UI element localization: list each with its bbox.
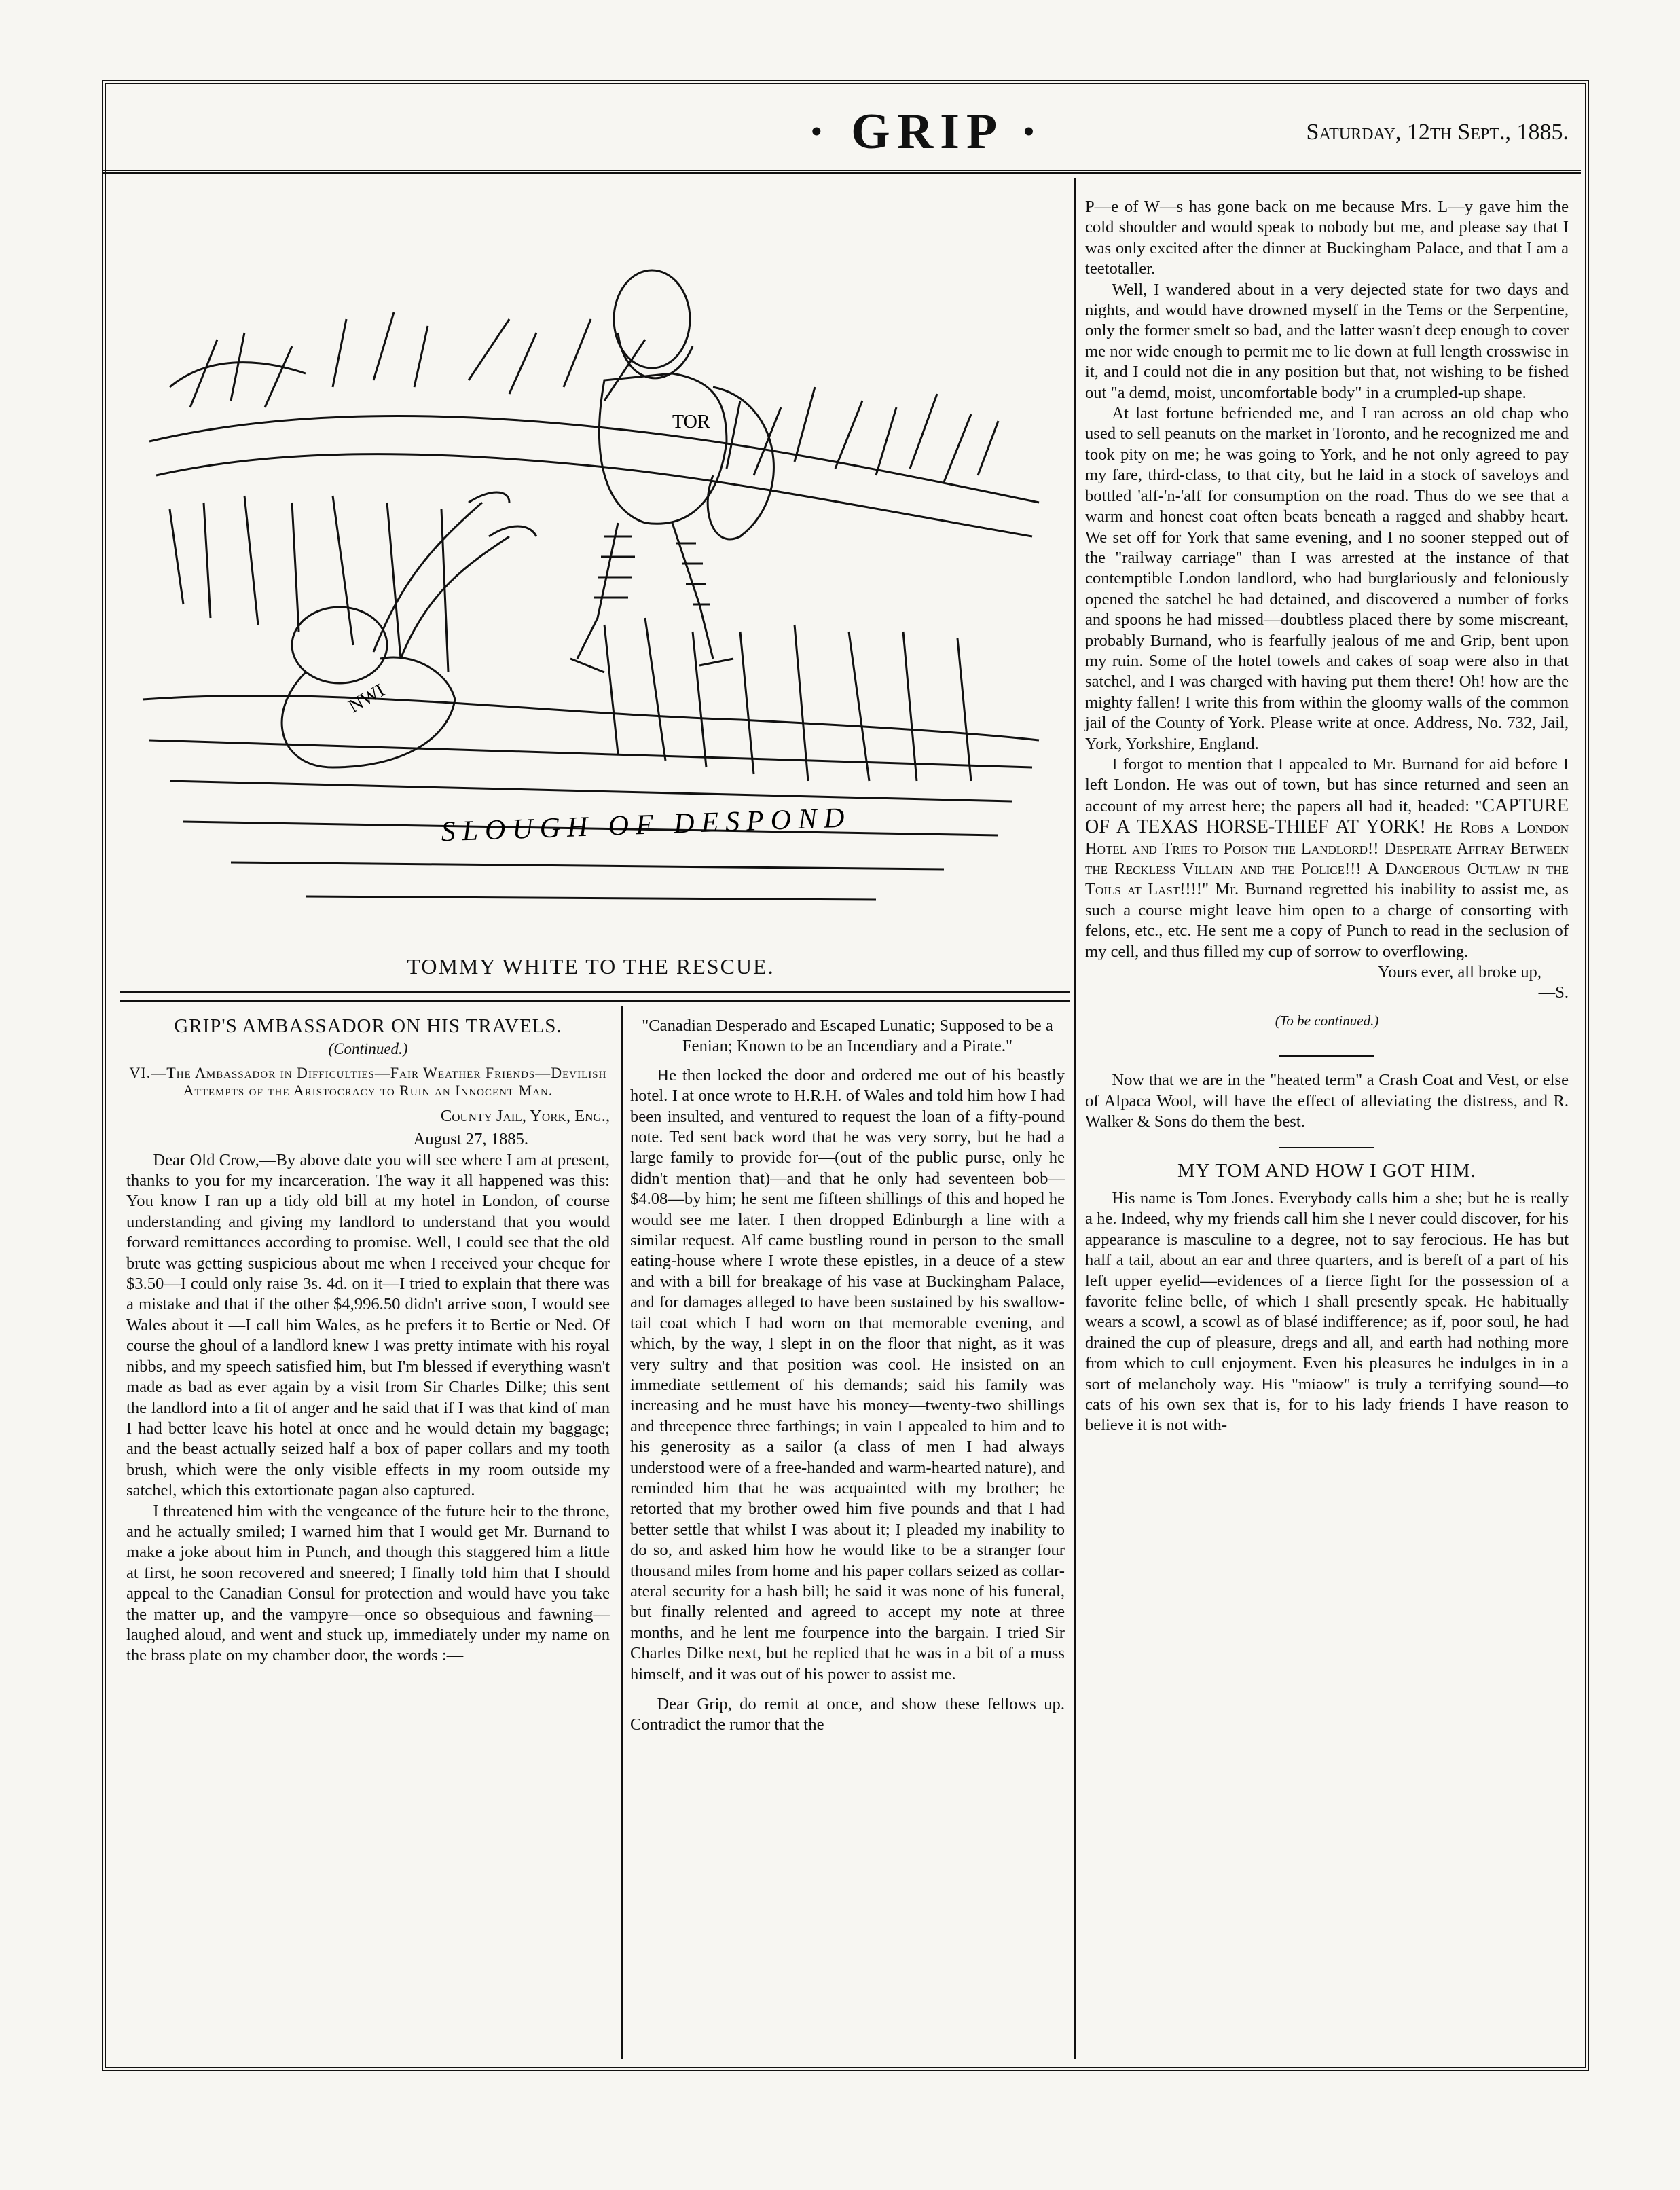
article-title: GRIP'S AMBASSADOR ON HIS TRAVELS.	[174, 1015, 562, 1037]
figure-label: NWI	[345, 680, 388, 718]
paragraph	[1085, 754, 1569, 962]
short-divider	[1279, 1147, 1374, 1148]
continued-note: (Continued.)	[328, 1040, 408, 1058]
paragraph: At last fortune befriended me, and I ran across an old chap who used to sell peanuts on the market in Toronto, and he recognized me and took pity on me; he was going to York, and he not only agreed to pay my fare, third-class, to that city, but he laid in a stock of saveloys and bottled 'alf-'n-'alf for consumption on the road. Thus do we see that a warm and honest coat often beats beneath a ragged and shabby heart. We set off for York that same evening, and I no sooner stepped out of the "railway carriage" than I was arrested at the instance of that contemptible London landlord, who had burglariously and feloniously opened the satchel he had detained, and discovered a number of forks and spoons he had missed—doubtless placed there by some miscreant, probably Burnand, who is fearfully jealous of me and Grip, bent upon my ruin. Some of the hotel towels and cakes of soap were also in that satchel, and I was charged with having put them there! Oh! how are the mighty fallen! I write this from within the gloomy walls of the common jail of the County of York. Please write at once. Address, No. 732, Jail, York, Yorkshire, England.	[1085, 404, 1569, 753]
short-divider	[1279, 1055, 1374, 1057]
column-rule	[1074, 178, 1076, 2059]
dateline-place: County Jail, York, Eng.,	[440, 1106, 610, 1125]
paragraph: P—e of W—s has gone back on me because Mrs. L—y gave him the cold shoulder and would speak to nobody but me, and please say that I was only excited after the dinner at Buckingham Palace, and that I am a teetotaller.	[1085, 198, 1569, 278]
paragraph: His name is Tom Jones. Everybody calls him a she; but he is really a he. Indeed, why my friends call him she I never could discover, for his appearance is masculine to a degree, not to say ferocious. He has but half a tail, about an ear and three quarters, and is bereft of a part of his left upper eyelid—evidences of a fierce fight for the possession of a favorite feline belle, of which I shall presently speak. He habitually wears a scowl, a scowl as of blasé indifference; as if, poor soul, he had drained the cup of pleasure, dregs and all, and earth had nothing more from which to cull enjoyment. Even his pleasures he indulges in in a sort of melancholy way. His "miaow" is truly a terrifying sound—to cats of his own sex that is, for to his lady friends I have reason to believe it is not with-	[1085, 1188, 1569, 1435]
paragraph: He then locked the door and ordered me out of his beastly hotel. I at once wrote to H.R.H. of Wales and told him how I had been insulted, and ventured to request the loan of a fifty-pound note. Ted sent back word that he was very sorry, but he had a large family to provide for—(out of the public purse, only he didn't mention that)—and that he only had seventeen bob—$4.08—by him; he sent me fifteen shillings of this and hoped he would see me later. I then dropped Edinburgh a line with a similar request. Alf came bustling round in person to the small eating-house where I wrote these epistles, in a deuce of a stew and with a bill for breakage of his vase at Buckingham Palace, and for damages alleged to have been sustained by his swallow-tail coat which I had worn on that memorable evening, and which, by the way, I slept in on the floor that night, as it was very sultry and that position was cool. He insisted on an immediate settlement of his demands; said his family was increasing and he must have his money—twenty-two shillings and threepence three farthings; in vain I appealed to him and to his generosity as a sailor (a class of men I had always understood were of a free-handed and warm-hearted nature), and reminded him that he was acquainted with my brother; he retorted that my brother owed him five pounds and that I had better settle that whilst I was about it; I pleaded my inability to do so, and asked him how he would like to be a stranger four thousand miles from home and his paper collars seized as collar-ateral security for a hash bill; he said it was none of his funeral, but finally relented and agreed to accept my note at three months, and he lent me fourpence into the bargain. I tried Sir Charles Dilke next, but he replied that he was in a bit of a muss himself, and it was out of his power to assist me.	[630, 1065, 1065, 1683]
masthead	[102, 80, 1581, 174]
section-divider	[120, 1000, 1070, 1002]
signature: —S.	[1538, 983, 1569, 1002]
article-column-2	[630, 1016, 1065, 1736]
paragraph: Well, I wandered about in a very dejected state for two days and nights, and would have drowned myself in the Tems or the Serpentine, only the former smelt so bad, and the latter wasn't deep enough to cover me nor wide enough to permit me to lie down at full length crosswise in it, and I could not die in any position but that, not wishing to be fished out "a demd, moist, uncomfortable body" in a crumpled-up shape.	[1085, 280, 1569, 402]
cartoon-caption: TOMMY WHITE TO THE RESCUE.	[407, 954, 775, 979]
sign-quote: "Canadian Desperado and Escaped Lunatic; Supposed to be a Fenian; Known to be an Incendiary and a Pirate."	[642, 1017, 1053, 1056]
dateline-date: August 27, 1885.	[413, 1130, 528, 1149]
issue-date: Saturday, 12th Sept., 1885.	[1306, 120, 1569, 145]
paragraph: I threatened him with the vengeance of the future heir to the throne, and he actually smiled; I warned him that I would get Mr. Burnand to make a joke about him in Punch, and though this staggered him a little at first, he soon recovered and sneered; I finally told him that I should appeal to the Canadian Consul for protection and would have you take the matter up, and the vampyre—once so obsequious and fawning—laughed aloud, and went and stuck up, immediately under my name on the brass plate on my chamber door, the words :—	[126, 1501, 610, 1665]
article-subhead: VI.—The Ambassador in Difficulties—Fair Weather Friends—Devilish Attempts of the Aristocracy to Ruin an Innocent Man.	[129, 1063, 607, 1099]
headline-subtext: He Robs a London Hotel and Tries to Poison the Landlord!! Desperate Affray Between the Reckless Villain and the Police!!! A Dangerous Outlaw in the Toils at Last!!!!	[1085, 818, 1569, 899]
notice-text: Now that we are in the "heated term" a Crash Coat and Vest, or else of Alpaca Wool, will have the effect of alleviating the distress, and R. Walker & Sons do them the best.	[1085, 1071, 1569, 1131]
paragraph: Dear Grip, do remit at once, and show these fellows up. Contradict the rumor that the	[630, 1695, 1065, 1734]
paragraph-part: " Mr. Burnand regretted his inability to assist me, as such a course might leave him open to a charge of consorting with felons, etc., etc. He sent me a copy of Punch to read in the seclusion of my cell, and thus filled my cup of sorrow to overflowing.	[1085, 880, 1569, 961]
section-divider	[120, 991, 1070, 993]
column-rule	[621, 1006, 623, 2059]
newspaper-title: · GRIP ·	[808, 104, 1044, 160]
closing: Yours ever, all broke up,	[1377, 963, 1541, 982]
bag-label: TOR	[672, 412, 710, 433]
cartoon-illustration	[129, 183, 1053, 951]
paragraph: Dear Old Crow,—By above date you will see where I am at present, thanks to you for my incarceration. The way it all happened was this: You know I ran up a tidy old bill at my hotel in London, of course understanding and giving my landlord to understand that you would forward remittances according to promise. Well, I could see that the old brute was getting suspicious about me when I received your cheque for $3.50—I could only raise 3s. 4d. on it—I tried to explain that there was a mistake and that if the other $4,996.50 didn't arrive soon, I would see Wales about it —I call him Wales, as he prefers it to Bertie or Ned. Of course the ghoul of a landlord knew I was pretty intimate with his royal nibbs, and my speech satisfied him, but I'm blessed if everything wasn't made as bad as ever again by a visit from Sir Charles Dilke; this sent the landlord into a fit of anger and he said that if I was that kind of man I had better leave his hotel at once and he would detain my baggage; and the beast actually seized half a box of paper collars and my tooth brush, which were the only visible effects in my room outside my satchel, which this extortionate pagan also captured.	[126, 1150, 610, 1500]
article-column-1	[126, 1016, 610, 1666]
paragraph-part: I forgot to mention that I appealed to Mr. Burnand for aid before I left London. He was out of town, but has since returned and seen an account of my arrest here; the papers all had it, headed: "	[1085, 754, 1569, 816]
water-label: SLOUGH OF DESPOND	[440, 802, 852, 848]
headline-quote: CAPTURE OF A TEXAS HORSE-THIEF AT YORK!	[1085, 795, 1569, 838]
to-be-continued: (To be continued.)	[1275, 1012, 1379, 1029]
article-title: MY TOM AND HOW I GOT HIM.	[1177, 1160, 1476, 1182]
article-column-3	[1085, 197, 1569, 1436]
